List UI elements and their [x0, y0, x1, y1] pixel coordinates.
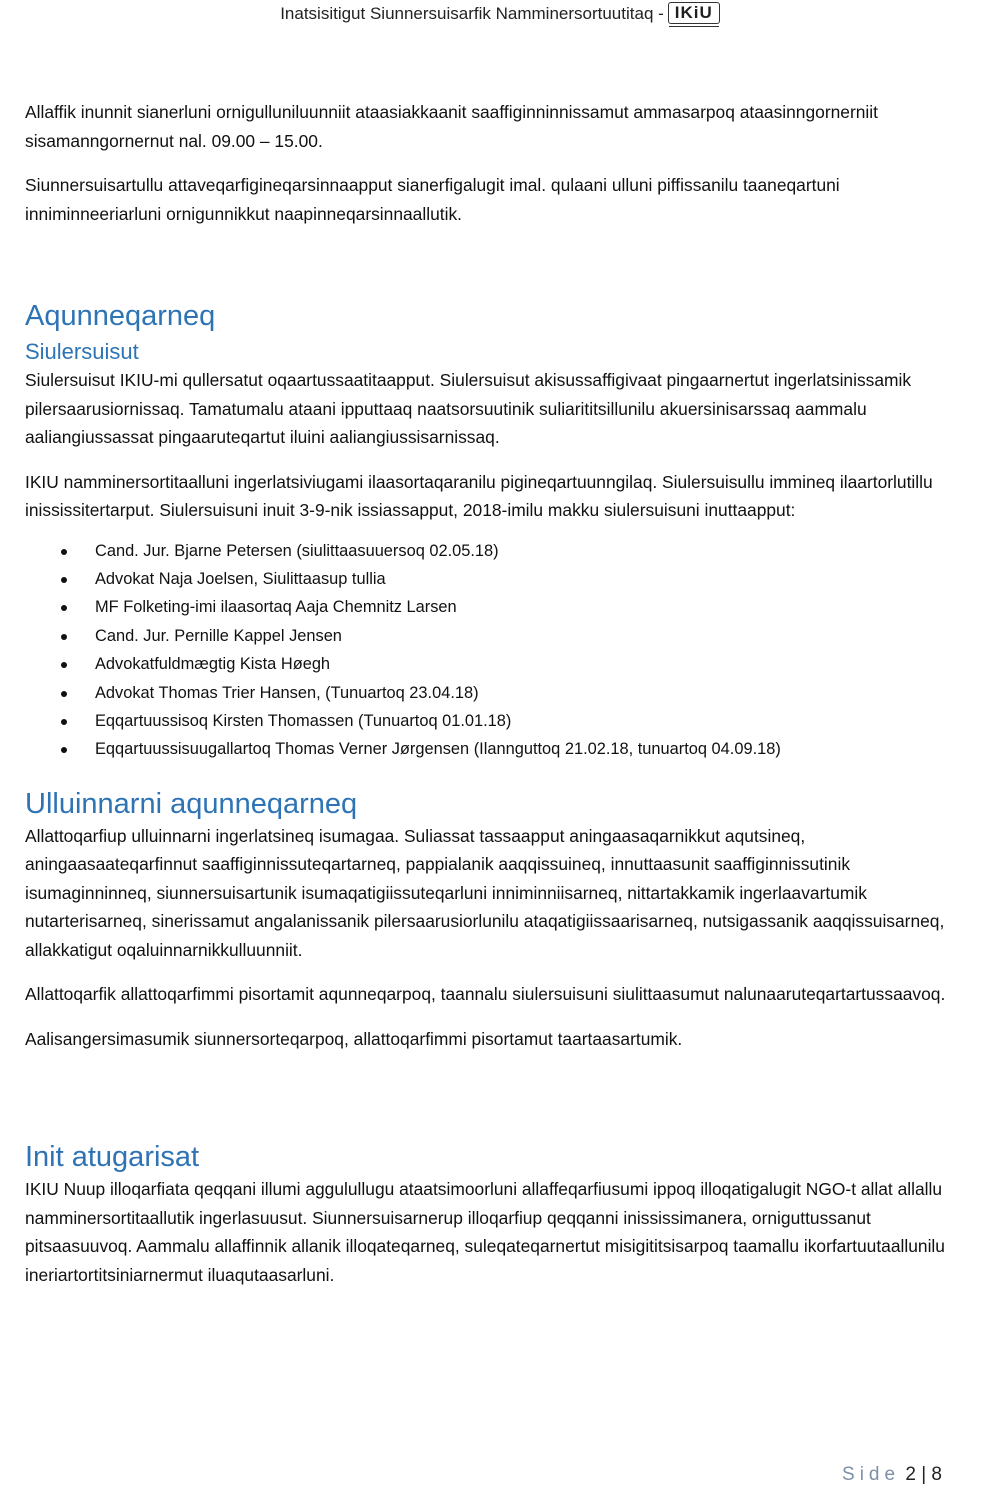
footer-side-label: Side [842, 1464, 901, 1485]
header-title: Inatsisitigut Siunnersuisarfik Namminersortuutitaq - [280, 4, 664, 23]
document-body [25, 98, 975, 1305]
heading-aqunneqarneq: Aqunneqarneq [25, 300, 216, 332]
list-item: Advokat Naja Joelsen, Siulittaasup tullia [25, 565, 975, 593]
footer-page-current: 2 [905, 1464, 916, 1485]
siulersuisut-paragraph-2: IKIU namminersortitaalluni ingerlatsiviugami ilaasortaqaranilu pigineqartuunngilaq. Siulersuisullu immineq ilaartorlutillu inississitertarput. Siulersuisuni inuit 3-9-nik issiassapput, 2018-imilu makku siulersuisuni inuttaapput: [25, 471, 933, 520]
ulluinnarni-paragraph-3: Aalisangersimasumik siunnersorteqarpoq, allattoqarfimmi pisortamut taartaasartumik. [25, 1028, 683, 1049]
subheading-siulersuisut: Siulersuisut [25, 339, 139, 364]
list-item: MF Folketing-imi ilaasortaq Aaja Chemnitz Larsen [25, 593, 975, 621]
list-item: Eqqartuussisuugallartoq Thomas Verner Jørgensen (Ilannguttoq 21.02.18, tunuartoq 04.09.18) [25, 735, 975, 763]
list-item: Eqqartuussisoq Kirsten Thomassen (Tunuartoq 01.01.18) [25, 707, 975, 735]
heading-ulluinnarni-aqunneqarneq: Ulluinnarni aqunneqarneq [25, 787, 358, 820]
heading-init-atugarisat: Init atugarisat [25, 1141, 200, 1174]
ulluinnarni-paragraph-1: Allattoqarfiup ulluinnarni ingerlatsineq isumagaa. Suliassat tassaapput aningaasaqarnikkut aqutsineq, aningaasaateqarfinnut saaffiginnissuteqartarneq, pappialanik aaqqissuineq, innuttaasunit saaffiginnissutinik isumaginninneq, siunnersuisartunik isumaqatigiissuteqarluni inniminniisarneq, nittartakkamik ingerlaavartumik nutarterisarneq, sinerissamut angalanissanik pilersaarusiorlunilu ataqatigiissaarisarneq, nutsigassanik aaqqissuisarneq, allakkatigut oqaluinnarnikkulluunniit. [25, 825, 945, 960]
list-item: Advokat Thomas Trier Hansen, (Tunuartoq 23.04.18) [25, 679, 975, 707]
siulersuisut-paragraph-1: Siulersuisut IKIU-mi qullersatut oqaartussaatitaapput. Siulersuisut akisussaffigivaat pingaarnertut ingerlatsinissamik pilersaarusiornissaq. Tamatumalu ataani ipputtaaq naatsorsuutinik suliarititsillunilu akuersinisarssaq aammalu aaliangiussassat pingaaruteqartut iluini aaliangiussisarnissaq. [25, 370, 912, 447]
list-item: Advokatfuldmægtig Kista Høegh [25, 650, 975, 678]
list-item: Cand. Jur. Pernille Kappel Jensen [25, 622, 975, 650]
footer-page-total: 8 [931, 1464, 942, 1485]
board-members-list [25, 537, 975, 764]
intro-paragraph-2: Siunnersuisartullu attaveqarfigineqarsinnaapput sianerfigalugit imal. qulaani ulluni piffissanilu taaneqartuni inniminneeriarluni ornigunnikkut naapinneqarsinnaallutik. [25, 175, 840, 224]
intro-paragraph-1: Allaffik inunnit sianerluni ornigulluniluunniit ataasiakkaanit saaffiginninnissamut ammasarpoq ataasinngornerniit sisamanngornernut nal. 09.00 – 15.00. [25, 102, 878, 151]
ulluinnarni-paragraph-2: Allattoqarfik allattoqarfimmi pisortamit aqunneqarpoq, taannalu siulersuisuni siulittaasumut nalunaaruteqartartussaavoq. [25, 984, 946, 1005]
list-item: Cand. Jur. Bjarne Petersen (siulittaasuuersoq 02.05.18) [25, 537, 975, 565]
page-footer [842, 1464, 942, 1486]
footer-separator: | [921, 1464, 927, 1485]
init-paragraph-1: IKIU Nuup illoqarfiata qeqqani illumi aggulullugu ataatsimoorluni allaffeqarfiusumi ippoq illoqatigalugit NGO-t allat allallu namminersortitaallutik ingerlasuusut. Siunnersuisarnerup illoqarfiup qeqqanni inississimanera, orniguttussanut pitsaasuuvoq. Aammalu allaffinnik allanik illoqateqarneq, suleqateqarnertut misigititsisarpoq taamallu ikorfartuutaallunilu ineriartortitsiniarnermut iluaqutaasarluni. [25, 1179, 945, 1285]
ikiu-logo: IKiU [668, 2, 720, 24]
page-header [0, 4, 1000, 26]
